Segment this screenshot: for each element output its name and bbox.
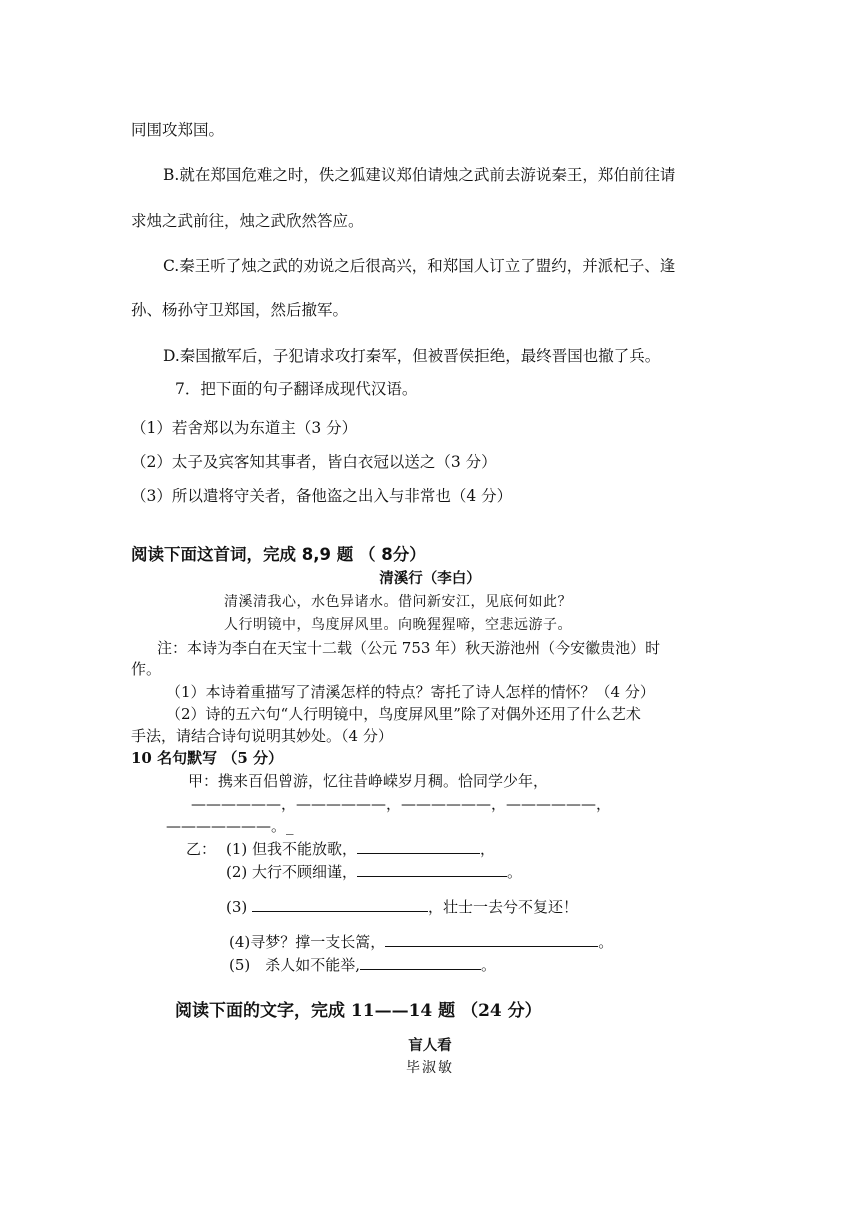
poem-question-1: （1）本诗着重描写了清溪怎样的特点？寄托了诗人怎样的情怀？（4 分） <box>166 683 655 701</box>
fill-item-punct: 。 <box>598 933 614 951</box>
question-7-item: （3）所以遣将守关者，备他盗之出入与非常也（4 分） <box>131 487 513 505</box>
question-10-heading: 10 名句默写 （5 分） <box>131 749 283 767</box>
fill-blank-dashes: ——————，——————，——————，——————， <box>191 795 612 813</box>
answer-blank[interactable] <box>357 862 507 877</box>
fill-item-5 <box>229 954 496 975</box>
fill-item-prompt: (1) 但我不能放歌， <box>226 840 358 858</box>
poem-title: 清溪行（李白） <box>379 571 481 587</box>
fill-item-punct: 。 <box>507 863 523 881</box>
option-c-line1: C.秦王听了烛之武的劝说之后很高兴，和郑国人订立了盟约，并派杞子、逢 <box>163 257 676 275</box>
question-7-item: （2）太子及宾客知其事者，皆白衣冠以送之（3 分） <box>131 453 497 471</box>
poem-question-2: （2）诗的五六句“人行明镜中，鸟度屏风里”除了对偶外还用了什么艺术 <box>166 705 641 723</box>
fill-item-punct: ， <box>480 840 496 858</box>
poem-line: 清溪清我心，水色异诸水。借问新安江，见底何如此？ <box>224 594 572 610</box>
fill-item-prompt: (5) 杀人如不能举, <box>229 956 361 974</box>
fill-item-prompt: (2) 大行不顾细谨， <box>226 863 358 881</box>
fill-blank-dashes: ———————。_ <box>166 817 294 835</box>
question-7-title: 7．把下面的句子翻译成现代汉语。 <box>175 380 418 398</box>
article-title: 盲人看 <box>408 1038 452 1054</box>
question-10-yi-label: 乙： <box>186 840 217 858</box>
poem-note-continued: 作。 <box>131 660 162 678</box>
fill-item-1 <box>226 838 495 859</box>
fill-item-4 <box>229 931 613 952</box>
fill-item-prompt: (3) <box>226 898 253 916</box>
question-7-item: （1）若舍郑以为东道主（3 分） <box>131 419 358 437</box>
paragraph-line: 同围攻郑国。 <box>131 121 225 139</box>
fill-item-punct: 。 <box>481 956 497 974</box>
answer-blank[interactable] <box>357 839 480 854</box>
poem-note: 注：本诗为李白在天宝十二载（公元 753 年）秋天游池州（今安徽贵池）时 <box>157 639 661 657</box>
answer-blank[interactable] <box>252 897 428 912</box>
poem-line: 人行明镜中，鸟度屏风里。向晚猩猩啼，空悲远游子。 <box>224 617 572 633</box>
option-d-line: D.秦国撤军后，子犯请求攻打秦军，但被晋侯拒绝，最终晋国也撤了兵。 <box>163 347 661 365</box>
option-c-line2: 孙、杨孙守卫郑国，然后撤军。 <box>131 301 349 319</box>
reading-section-heading: 阅读下面的文字，完成 11——14 题 （24 分） <box>175 1001 542 1021</box>
fill-item-3 <box>226 896 578 917</box>
poem-question-2-continued: 手法，请结合诗句说明其妙处。（4 分） <box>131 727 393 745</box>
poem-section-heading: 阅读下面这首词，完成 8,9 题 （ 8分） <box>131 545 426 564</box>
fill-item-2 <box>226 861 522 882</box>
answer-blank[interactable] <box>385 932 598 947</box>
question-10-jia: 甲：携来百侣曾游，忆往昔峥嵘岁月稠。恰同学少年， <box>188 772 549 790</box>
option-b-line2: 求烛之武前往，烛之武欣然答应。 <box>131 212 364 230</box>
fill-item-prompt: (4)寻梦？撑一支长篙， <box>229 933 386 951</box>
answer-blank[interactable] <box>360 955 481 970</box>
fill-item-punct: ，壮士一去兮不复还！ <box>428 898 579 916</box>
article-author: 毕淑敏 <box>406 1060 454 1076</box>
option-b-line1: B.就在郑国危难之时，佚之狐建议郑伯请烛之武前去游说秦王，郑伯前往请 <box>163 166 676 184</box>
